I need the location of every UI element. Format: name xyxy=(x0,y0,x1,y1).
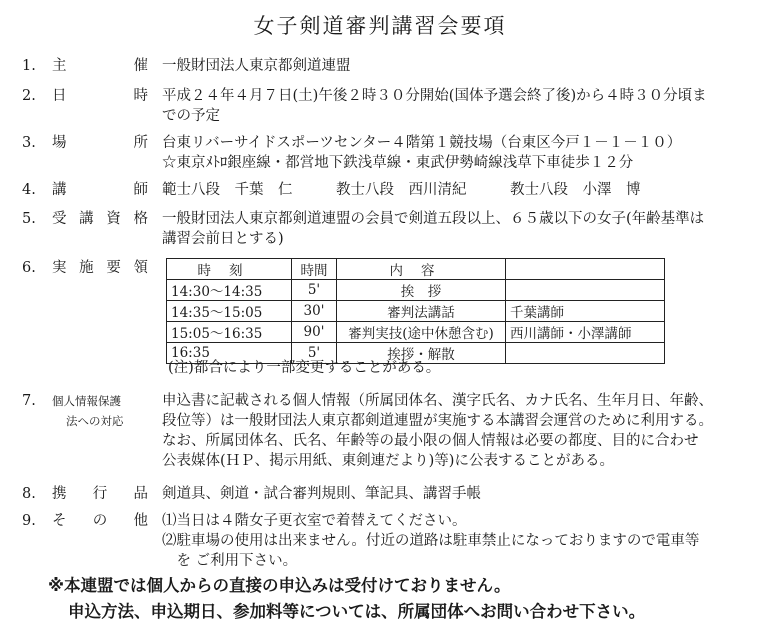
item-text: 段位等）は一般財団法人東京都剣道連盟が実施する本講習会運営のために利用する。 xyxy=(162,413,713,429)
footer-inquiry: 申込方法、申込期日、参加料等については、所属団体へお問い合わせ下さい。 xyxy=(68,602,646,621)
header-time: 時刻 xyxy=(167,259,292,280)
item-text: 講習会前日とする) xyxy=(162,231,284,247)
item-label: 携行品 xyxy=(52,486,148,502)
cell-lecturer xyxy=(506,343,665,364)
cell-content: 審判実技(途中休憩含む) xyxy=(337,322,506,343)
item-label xyxy=(52,391,148,431)
item-label: その他 xyxy=(52,513,148,529)
page-title: 女子剣道審判講習会要項 xyxy=(253,14,507,38)
cell-duration: 90' xyxy=(292,322,337,343)
item-label: 主 催 xyxy=(52,58,148,74)
item-label: 日 時 xyxy=(52,88,148,104)
item-number: 2. xyxy=(22,88,36,104)
cell-time: 14:30～14:35 xyxy=(167,280,292,301)
item-number: 1. xyxy=(22,58,36,74)
item-number: 3. xyxy=(22,135,36,151)
item-text: 台東リバーサイドスポーツセンター４階第１競技場（台東区今戸１－１－１０） xyxy=(162,135,682,151)
item-number: 6. xyxy=(22,260,36,276)
item-label-line: 法への対応 xyxy=(66,414,124,428)
item-label: 受講資格 xyxy=(52,211,148,227)
header-lecturer xyxy=(506,259,665,280)
item-number: 9. xyxy=(22,513,36,529)
table-row xyxy=(167,280,665,301)
cell-lecturer: 西川講師・小澤講師 xyxy=(506,322,665,343)
cell-content: 挨拶・解散 xyxy=(337,343,506,364)
cell-time: 15:05～16:35 xyxy=(167,322,292,343)
cell-content: 挨 拶 xyxy=(337,280,506,301)
item-text: 一般財団法人東京都剣道連盟 xyxy=(162,58,351,74)
table-row xyxy=(167,322,665,343)
item-text: ⑴当日は４階女子更衣室で着替えてください。 xyxy=(162,513,467,529)
table-row xyxy=(167,301,665,322)
item-text: での予定 xyxy=(162,108,220,124)
item-number: 7. xyxy=(22,393,36,409)
item-text: 公表媒体(ＨＰ、掲示用紙、東剣連だより)等)に公表することがある。 xyxy=(162,453,614,469)
cell-lecturer: 千葉講師 xyxy=(506,301,665,322)
item-text: なお、所属団体名、氏名、年齢等の最小限の個人情報は必要の都度、目的に合わせ xyxy=(162,433,699,449)
item-number: 5. xyxy=(22,211,36,227)
item-label: 講 師 xyxy=(52,182,148,198)
cell-lecturer xyxy=(506,280,665,301)
header-content: 内容 xyxy=(337,259,506,280)
cell-time: 16:35 xyxy=(167,343,292,364)
table-header-row xyxy=(167,259,665,280)
header-duration: 時間 xyxy=(292,259,337,280)
item-label: 実施要領 xyxy=(52,260,148,276)
item-number: 8. xyxy=(22,486,36,502)
cell-duration: 5' xyxy=(292,280,337,301)
cell-duration: 30' xyxy=(292,301,337,322)
cell-duration: 5' xyxy=(292,343,337,364)
footer-notice: ※本連盟では個人からの直接の申込みは受付けておりません。 xyxy=(48,576,511,595)
item-text: 範士八段 千葉 仁 教士八段 西川清紀 教士八段 小澤 博 xyxy=(162,182,641,198)
item-text: 一般財団法人東京都剣道連盟の会員で剣道五段以上、６５歳以下の女子(年齢基準は xyxy=(162,211,705,227)
item-text: を ご利用下さい。 xyxy=(162,553,298,569)
item-number: 4. xyxy=(22,182,36,198)
item-label-line: 個人情報保護 xyxy=(52,394,121,408)
item-text: ⑵駐車場の使用は出来ません。付近の道路は駐車禁止になっておりますので電車等 xyxy=(162,533,700,549)
item-text: ☆東京ﾒﾄﾛ銀座線・都営地下鉄浅草線・東武伊勢崎線浅草下車徒歩１２分 xyxy=(162,155,634,171)
schedule-note: (注)都合により一部変更することがある。 xyxy=(168,360,441,376)
schedule-table xyxy=(166,258,665,364)
item-text: 剣道具、剣道・試合審判規則、筆記具、講習手帳 xyxy=(162,486,481,502)
cell-content: 審判法講話 xyxy=(337,301,506,322)
item-label: 場 所 xyxy=(52,135,148,151)
cell-time: 14:35～15:05 xyxy=(167,301,292,322)
item-text: 申込書に記載される個人情報（所属団体名、漢字氏名、カナ氏名、生年月日、年齢、 xyxy=(162,393,713,409)
item-text: 平成２４年４月７日(土)午後２時３０分開始(国体予選会終了後)から４時３０分頃ま xyxy=(162,88,707,104)
